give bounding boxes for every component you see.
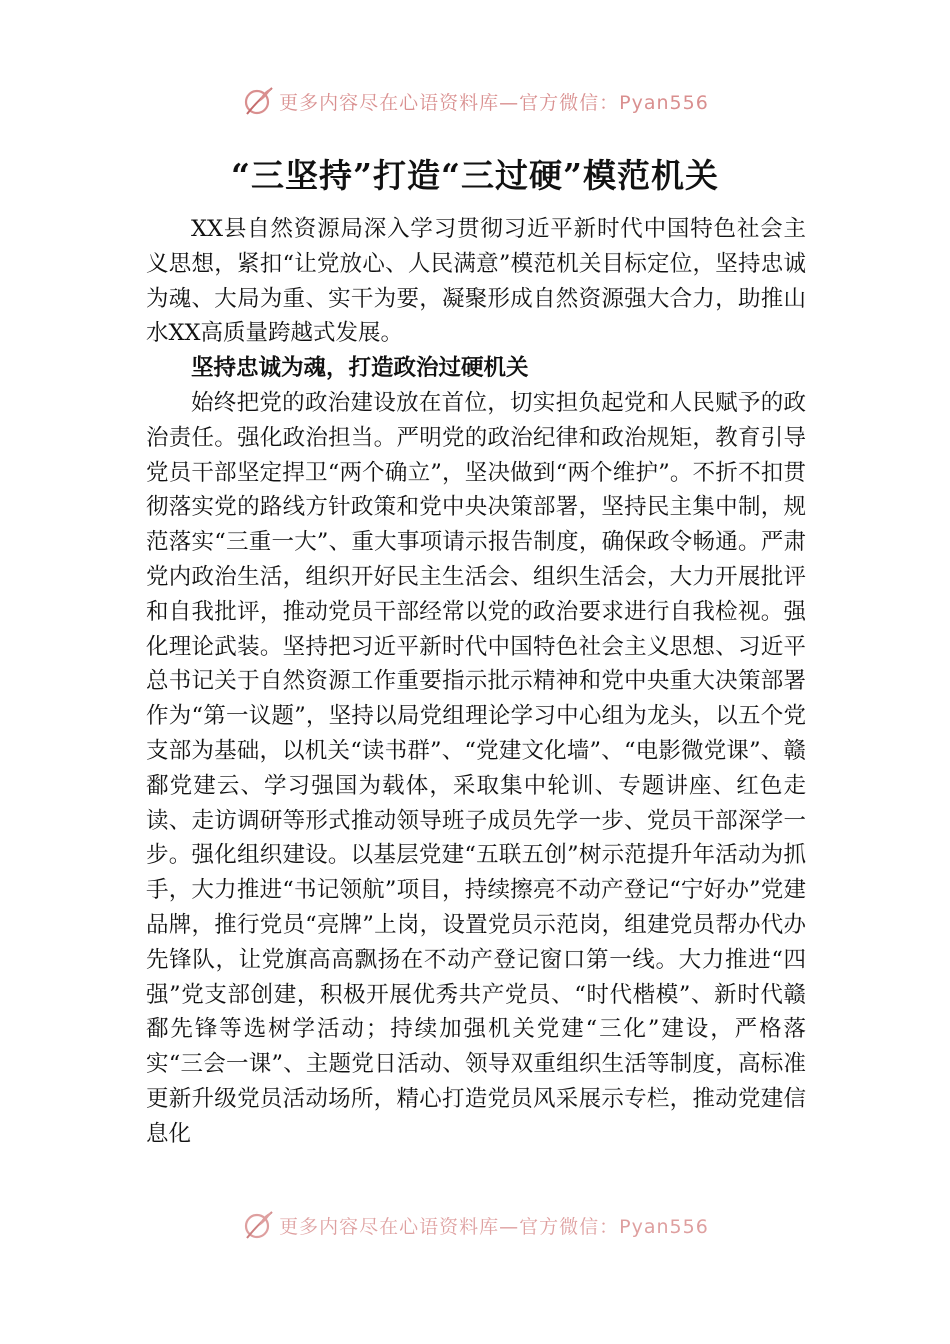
watermark-header: [0, 84, 950, 118]
intro-paragraph: XX县自然资源局深入学习贯彻习近平新时代中国特色社会主义思想，紧扣“让党放心、人民满意”模范机关目标定位，坚持忠诚为魂、大局为重、实干为要，凝聚形成自然资源强大合力，助推山水XX高质量跨越式发展。: [146, 216, 806, 347]
feather-logo-icon: [241, 84, 275, 118]
watermark-text: 更多内容尽在心语资料库—官方微信：Pyan556: [279, 1215, 709, 1238]
watermark-footer: [0, 1208, 950, 1242]
document-title: “三坚持”打造“三过硬”模范机关: [231, 156, 719, 195]
watermark-text: 更多内容尽在心语资料库—官方微信：Pyan556: [279, 91, 709, 114]
document-body: [146, 212, 806, 1152]
section-paragraph: 始终把党的政治建设放在首位，切实担负起党和人民赋予的政治责任。强化政治担当。严明党的政治纪律和政治规矩，教育引导党员干部坚定捍卫“两个确立”，坚决做到“两个维护”。不折不扣贯彻落实党的路线方针政策和党中央决策部署，坚持民主集中制，规范落实“三重一大”、重大事项请示报告制度，确保政令畅通。严肃党内政治生活，组织开好民主生活会、组织生活会，大力开展批评和自我批评，推动党员干部经常以党的政治要求进行自我检视。强化理论武装。坚持把习近平新时代中国特色社会主义思想、习近平总书记关于自然资源工作重要指示批示精神和党中央重大决策部署作为“第一议题”，坚持以局党组理论学习中心组为龙头，以五个党支部为基础，以机关“读书群”、“党建文化墙”、“电影微党课”、赣鄱党建云、学习强国为载体，采取集中轮训、专题讲座、红色走读、走访调研等形式推动领导班子成员先学一步、党员干部深学一步。强化组织建设。以基层党建“五联五创”树示范提升年活动为抓手，大力推进“书记领航”项目，持续擦亮不动产登记“宁好办”党建品牌，推行党员“亮牌”上岗，设置党员示范岗，组建党员帮办代办先锋队，让党旗高高飘扬在不动产登记窗口第一线。大力推进“四强”党支部创建，积极开展优秀共产党员、“时代楷模”、新时代赣鄱先锋等选树学活动；持续加强机关党建“三化”建设，严格落实“三会一课”、主题党日活动、领导双重组织生活等制度，高标准更新升级党员活动场所，精心打造党员风采展示专栏，推动党建信息化: [146, 389, 806, 1147]
section-heading: 坚持忠诚为魂，打造政治过硬机关: [191, 355, 529, 382]
feather-logo-icon: [241, 1208, 275, 1242]
